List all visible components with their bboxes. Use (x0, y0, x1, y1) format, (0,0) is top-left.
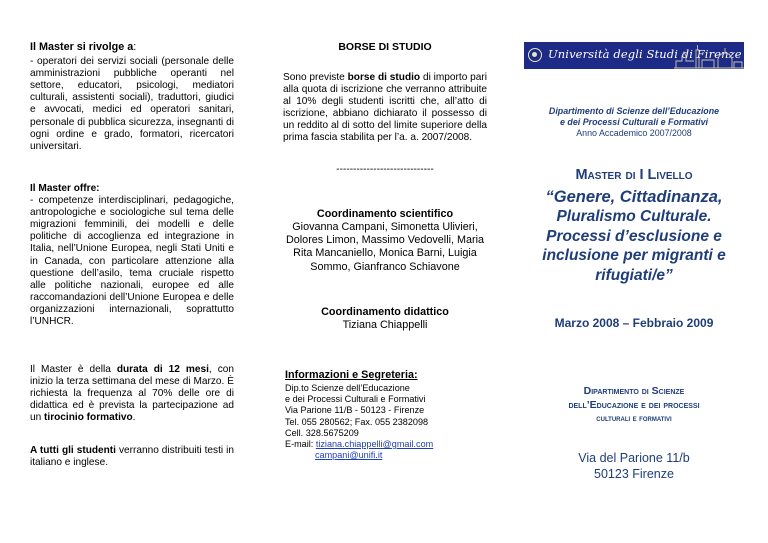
academic-year: Anno Accademico 2007/2008 (576, 128, 692, 138)
duration-text: Il Master è della durata di 12 mesi, con inizio la terza settimana del mese di Marzo. È richiesta la frequenza al 70% delle ore di didattica ed è prevista la partecipazione ad un tirocinio formativo. (30, 364, 234, 424)
master-title (524, 187, 744, 285)
title-line-5: rifugiati/e” (595, 266, 673, 284)
scientific-names: Giovanna Campani, Simonetta Ulivieri, Dolores Limon, Massimo Vedovelli, Maria Rita Mancaniello, Monica Barni, Luigia Sommo, Gianfranco Schiavone (285, 221, 485, 273)
audience-heading: Il Master si rivolge a: (30, 41, 137, 53)
address-line-2: 50123 Firenze (594, 467, 674, 481)
info-line-2: e dei Processi Culturali e Formativi (285, 394, 426, 405)
scholarship-heading: BORSE DI STUDIO (338, 41, 432, 53)
dept-caps-line-1: Dipartimento di Scienze (583, 385, 685, 397)
email-link-1[interactable]: tiziana.chiappelli@gmail.com (315, 439, 434, 450)
info-heading: Informazioni e Segreteria: (285, 369, 418, 381)
students-text: A tutti gli studenti verranno distribuiti testi in italiano e inglese. (30, 445, 234, 469)
title-line-4: inclusione per migranti e (542, 247, 726, 264)
scientific-heading: Coordinamento scientifico (316, 208, 454, 220)
department-header (524, 106, 744, 139)
email-link-2[interactable]: campani@unifi.it (315, 450, 383, 461)
info-line-1: Dip.to Scienze dell’Educazione (285, 383, 410, 393)
department-line-1: Dipartimento di Scienze dell’Educazione (548, 106, 720, 116)
university-seal-icon (528, 48, 542, 62)
middle-column (283, 0, 487, 543)
department-caps-block (524, 384, 744, 425)
title-line-1: “Genere, Cittadinanza, (545, 188, 723, 206)
university-logo-text: Università degli Studi di Firenze (548, 47, 742, 61)
scientific-coordination (283, 208, 487, 274)
scholarship-text: Sono previste borse di studio di importo pari alla quota di iscrizione che verranno attribuite al 10% degli studenti iscritti che, all’atto di iscrizione, abbiano dichiarato il possesso di un reddito al di sotto del limite superiore della prima fascia stabilita per l’a. a. 2007/2008. (283, 72, 488, 144)
email-line-2 (285, 450, 489, 461)
info-line-3: Via Parione 11/B - 50123 - Firenze (285, 405, 425, 416)
section-divider: ----------------------------- (336, 164, 434, 175)
university-logo-banner (524, 42, 744, 69)
didactic-coordination (283, 306, 487, 332)
offer-text: - competenze interdisciplinari, pedagogiche, antropologiche e sociologiche sul tema delle migrazioni femminili, dei modelli e delle politiche di accoglienza ed integrazione in Italia, nell’Unione Europea, negli Stati Uniti e in Canada, con particolare attenzione alla questione dell’asilo, tema cruciale rispetto alle politiche nazionali, europee ed alle raccomandazioni dell’Unione Europea e delle organizzazioni internazionali, soprattutto l’UNHCR. (30, 195, 234, 328)
master-level: Master di I Livello (575, 167, 693, 183)
didactic-heading: Coordinamento didattico (321, 306, 449, 318)
dept-caps-line-2: dell’Educazione e dei processi (568, 399, 700, 411)
info-line-5: Cell. 328.5675209 (285, 427, 359, 438)
offer-section (30, 183, 234, 328)
left-column (30, 0, 234, 543)
duration-section (30, 364, 234, 424)
right-column (524, 0, 744, 543)
email-line: E-mail: tiziana.chiappelli@gmail.com (285, 439, 434, 450)
address-line-1: Via del Parione 11/b (578, 451, 690, 465)
offer-heading: Il Master offre: (30, 183, 100, 194)
audience-text: - operatori dei servizi sociali (personale delle amministrazioni pubbliche operanti nel settore, educatori, psicologi, mediatori culturali, assistenti sociali), traduttori, giudici e avvocati, medici ed operatori sanitari, personale di pubblica sicurezza, insegnanti di ogni ordine e grado, formatori, ricercatori universitari. (30, 56, 234, 152)
title-line-2: Pluralismo Culturale. (556, 208, 712, 225)
info-section (285, 369, 489, 461)
info-line-4: Tel. 055 280562; Fax. 055 2382098 (285, 416, 429, 427)
department-line-2: e dei Processi Culturali e Formativi (560, 117, 708, 127)
master-dates: Marzo 2008 – Febbraio 2009 (554, 316, 714, 330)
didactic-name: Tiziana Chiappelli (342, 319, 428, 331)
audience-section (30, 41, 234, 153)
florence-skyline-icon (674, 42, 744, 69)
students-section (30, 445, 234, 469)
dept-caps-line-3: culturali e formativi (596, 413, 672, 423)
title-line-3: Processi d’esclusione e (546, 227, 722, 245)
address-block (524, 450, 744, 482)
